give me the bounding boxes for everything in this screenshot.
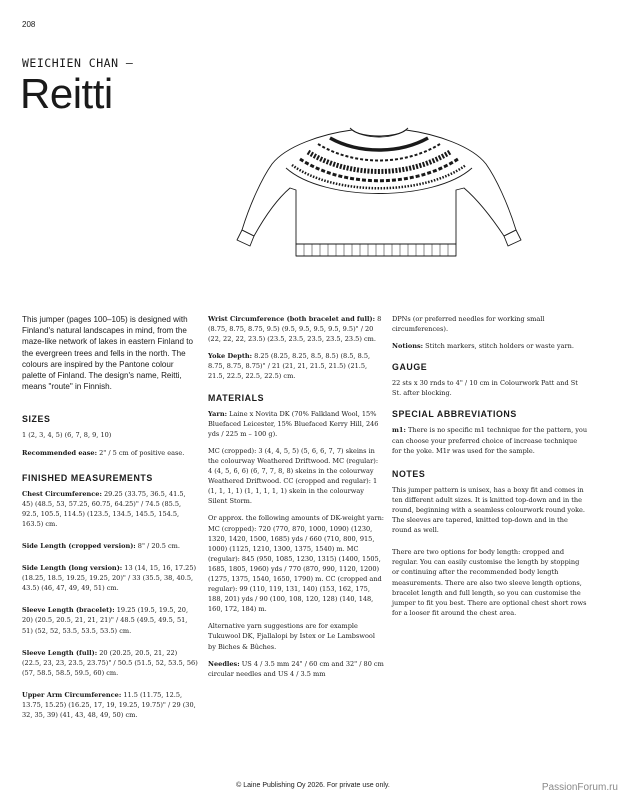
page-number: 208 xyxy=(22,20,36,29)
gauge-text: 22 sts x 30 rnds to 4" / 10 cm in Colourwork Patt and St St. after blocking. xyxy=(392,379,578,398)
mc-skeins-text: MC (cropped): 3 (4, 4, 5, 5) (5, 6, 6, 7, 7) skeins in the colourway Weathered Driftwood. MC (regular): 4 (4, 5, 6, 6) (6, 7, 7, 8, 8) skeins in the colourway Weathered Driftwood. CC (cropped and regular): 1 (1, 1, 1, 1) (1, 1, 1, 1, 1) skein in the colourway Silent Storm. xyxy=(208,446,379,506)
sizes-heading: SIZES xyxy=(22,414,51,425)
side-length-long: Side Length (long version): 13 (14, 15, 16, 17.25) (18.25, 18.5, 19.25, 19.25, 20)" / 33 (35.5, 38, 40.5, 43.5) (46, 47, 49, 49, 51) cm. xyxy=(22,564,197,593)
ease-text: Recommended ease: 2" / 5 cm of positive ease. xyxy=(22,448,185,457)
materials-heading: MATERIALS xyxy=(208,392,265,403)
upper-arm-circumference: Upper Arm Circumference: 11.5 (11.75, 12.5, 13.75, 15.25) (16.25, 17, 19, 19.25, 19.75)" / 29 (30, 32, 35, 39) (41, 43, 48, 49, 50) cm. xyxy=(22,690,196,720)
intro-text: This jumper (pages 100–105) is designed with Finland's natural landscapes in mind, from the maze-like network of lakes in eastern Finland to the evergreen trees and fells in the north. The colours are inspired by the Pantone colour palette of Finland. The design's name, Reitti, means "route" in Finnish. xyxy=(22,315,193,392)
notions-text: Notions: Stitch markers, stitch holders or waste yarn. xyxy=(392,342,574,351)
designer-name: WEICHIEN CHAN — xyxy=(22,56,134,70)
side-length-cropped: Side Length (cropped version): 8" / 20.5 cm. xyxy=(22,541,180,550)
sleeve-length-bracelet: Sleeve Length (bracelet): 19.25 (19.5, 19.5, 20, 20) (20.5, 20.5, 21, 21, 21)" / 48.5 (49.5, 49.5, 51, 51) (52, 52, 53.5, 53.5, 53.5) cm. xyxy=(22,606,189,635)
gauge-heading: GAUGE xyxy=(392,362,428,373)
column-middle xyxy=(208,314,384,686)
m1-text: m1: There is no specific m1 technique for the pattern, you can choose your preferred choice of increase technique for the yoke. M1r was used for the sample. xyxy=(392,426,588,455)
yarn-text: Yarn: Laine x Novita DK (70% Falkland Wool, 15% Bluefaced Leicester, 15% Bluefaced Kerry Hill, 246 yds / 225 m – 100 g). xyxy=(208,409,379,438)
needles-text: Needles: US 4 / 3.5 mm 24" / 60 cm and 32" / 80 cm circular needles and US 4 / 3.5 mm xyxy=(208,659,384,678)
chest-circumference: Chest Circumference: 29.25 (33.75, 36.5, 41.5, 45) (48.5, 53, 57.25, 60.75, 64.25)" / 74.5 (85.5, 92.5, 105.5, 114.5) (123.5, 134.5, 145.5, 154.5, 163.5) cm. xyxy=(22,489,186,528)
column-right xyxy=(392,314,588,625)
notes-heading: NOTES xyxy=(392,468,426,479)
finished-measurements-heading: FINISHED MEASUREMENTS xyxy=(22,472,153,483)
page-title: Reitti xyxy=(20,70,113,117)
dpn-text: DPNs (or preferred needles for working small circumferences). xyxy=(392,315,545,334)
notes-paragraph-1: This jumper pattern is unisex, has a boxy fit and comes in ten different adult sizes. It is knitted top-down and in the round, beginning with a seamless colourwork round yoke. The sleeves are tapered, knitted top-down and in the round as well. xyxy=(392,485,585,535)
sleeve-length-full: Sleeve Length (full): 20 (20.25, 20.5, 21, 22) (22.5, 23, 23, 23.5, 23.75)" / 50.5 (51.5, 52, 53.5, 56) (57, 58.5, 58.5, 59.5, 60) cm. xyxy=(22,648,198,677)
sweater-illustration xyxy=(234,126,526,262)
yoke-depth: Yoke Depth: 8.25 (8.25, 8.25, 8.5, 8.5) (8.5, 8.5, 8.75, 8.75, 8.75)" / 21 (21, 21, 21.5, 21.5) (21.5, 21.5, 22.5, 22.5, 22.5) cm. xyxy=(208,352,371,381)
sizes-text: 1 (2, 3, 4, 5) (6, 7, 8, 9, 10) xyxy=(22,431,112,440)
column-left xyxy=(22,314,198,727)
approx-yardage-text: Or approx. the following amounts of DK-weight yarn: MC (cropped): 720 (770, 870, 1000, 1090) (1230, 1320, 1420, 1500, 1685) yds / 660 (710, 800, 915, 1000) (1125, 1210, 1300, 1375, 1540) m. MC (regular): 845 (950, 1085, 1230, 1315) (1400, 1505, 1685, 1805, 1960) yds / 770 (870, 990, 1120, 1200) (1275, 1375, 1540, 1650, 1790) m. CC (cropped and regular): 99 (110, 119, 131, 140) (153, 162, 175, 188, 201) yds / 90 (100, 108, 120, 128) (140, 148, 160, 172, 184) m. xyxy=(208,514,384,614)
special-abbreviations-heading: SPECIAL ABBREVIATIONS xyxy=(392,409,517,420)
copyright-footer: © Laine Publishing Oy 2026. For private use only. xyxy=(236,782,390,789)
watermark: PassionForum.ru xyxy=(541,782,618,793)
wrist-circumference: Wrist Circumference (both bracelet and full): 8 (8.75, 8.75, 8.75, 9.5) (9.5, 9.5, 9.5, 9.5, 9.5)" / 20 (22, 22, 22, 23.5) (23.5, 23.5, 23.5, 23.5, 23.5) cm. xyxy=(208,315,382,344)
notes-paragraph-2: There are two options for body length: cropped and regular. You can easily customise the length by stopping or continuing after the recommended body length measurements. There are also two sleeve length options, bracelet length and full length, so you can customise the jumper to fit you best. There are optional chest short rows for a looser fit around the chest area. xyxy=(392,548,587,617)
alt-yarn-text: Alternative yarn suggestions are for example Tukuwool DK, Fjallalopi by Istex or Le Lambswool by Biches & Bûches. xyxy=(208,622,375,651)
